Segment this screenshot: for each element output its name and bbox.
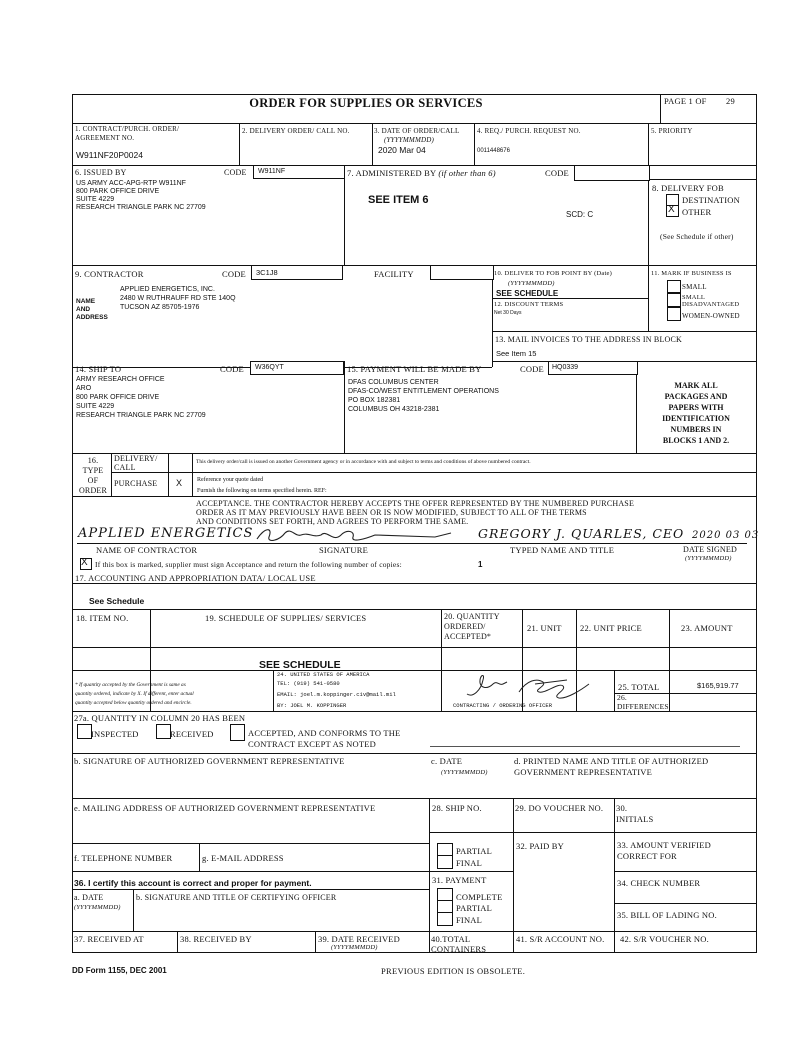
name-and-address-label: NAME AND ADDRESS — [76, 298, 108, 321]
payment-final-checkbox[interactable] — [437, 912, 453, 926]
accepted-label: ACCEPTED, AND CONFORMS TO THE CONTRACT EXCEPT AS NOTED — [248, 728, 401, 749]
ship-to-address: ARMY RESEARCH OFFICE ARO 800 PARK OFFICE DRIVE SUITE 4229 RESEARCH TRIANGLE PARK NC 27709 — [76, 376, 206, 419]
block17-label: 17. ACCOUNTING AND APPROPRIATION DATA/ LOCAL USE — [75, 573, 316, 583]
block6-label: 6. ISSUED BY — [75, 168, 127, 177]
inspected-checkbox[interactable] — [77, 724, 92, 739]
acceptance-text: ACCEPTANCE. THE CONTRACTOR HEREBY ACCEPTS THE OFFER REPRESENTED BY THE NUMBERED PURCHASE ORDER AS IT MAY PREVIOUSLY HAVE BEEN OR IS NOW MODIFIED, SUBJECT TO ALL OF THE TERMS AND CONDITIONS SET FORTH, AND AGREES TO PERFORM THE SAME. — [196, 499, 635, 526]
purchase-mark: X — [176, 478, 183, 488]
women-owned-label: WOMEN-OWNED — [682, 312, 740, 320]
received-by-label: 38. RECEIVED BY — [180, 934, 252, 944]
ship-to-code: W36QYT — [255, 364, 284, 371]
officer-phone: TEL: (919) 541-0580 — [277, 680, 340, 687]
quantity-header: 20. QUANTITY ORDERED/ ACCEPTED* — [444, 612, 500, 641]
officer-title: CONTRACTING / ORDERING OFFICER — [453, 702, 553, 709]
block7-code-label: CODE — [545, 168, 569, 178]
discount-terms: Net 30 Days — [494, 310, 522, 316]
contractor-address: 2480 W RUTHRAUFF RD STE 140Q TUCSON AZ 85705-1976 — [120, 295, 236, 311]
contractor-code: 3C1J8 — [256, 268, 278, 277]
block27c-label: c. DATE — [431, 756, 463, 766]
date-received-label: 39. DATE RECEIVED — [318, 934, 401, 944]
certify-date-label: a. DATE — [74, 893, 104, 902]
block1-label: 1. CONTRACT/PURCH. ORDER/ AGREEMENT NO. — [75, 125, 180, 142]
ship-final-label: FINAL — [456, 858, 483, 868]
date-received-sub: (YYYYMMMDD) — [331, 944, 378, 951]
issued-by-address: US ARMY ACC-APG-RTP W911NF 800 PARK OFFICE DRIVE SUITE 4229 RESEARCH TRIANGLE PARK NC 27709 — [76, 180, 206, 211]
payment-code: HQ0339 — [552, 364, 579, 371]
certify-signature-label: b. SIGNATURE AND TITLE OF CERTIFYING OFFICER — [136, 893, 337, 902]
disadvantaged-checkbox[interactable] — [667, 293, 681, 307]
payment-final-label: FINAL — [456, 915, 483, 925]
ship-no-label: 28. SHIP NO. — [432, 803, 482, 813]
order-date: 2020 Mar 04 — [378, 145, 426, 155]
block27g-label: g. E-MAIL ADDRESS — [202, 853, 284, 863]
typed-name-handwritten: GREGORY J. QUARLES, CEO — [478, 526, 685, 541]
destination-label: DESTINATION — [682, 195, 740, 205]
total-value: $165,919.77 — [697, 681, 739, 690]
scd-value: SCD: C — [566, 210, 594, 219]
see-schedule-text: SEE SCHEDULE — [259, 659, 341, 671]
block2-label: 2. DELIVERY ORDER/ CALL NO. — [242, 127, 350, 135]
certify-statement: 36. I certify this account is correct and proper for payment. — [74, 878, 312, 888]
received-checkbox[interactable] — [156, 724, 171, 739]
unit-header: 21. UNIT — [527, 623, 562, 633]
contractor-name: APPLIED ENERGETICS, INC. — [120, 286, 215, 293]
block9-label: 9. CONTRACTOR — [75, 269, 144, 279]
inspected-label: INSPECTED — [91, 729, 139, 739]
page-total: 29 — [726, 96, 735, 106]
acceptance-check-mark: X — [81, 557, 88, 568]
form-number: DD Form 1155, DEC 2001 — [72, 966, 167, 975]
block12-label: 12. DISCOUNT TERMS — [494, 301, 564, 308]
unit-price-header: 22. UNIT PRICE — [580, 623, 642, 633]
payment-complete-label: COMPLETE — [456, 892, 503, 902]
purchase-text-1: Reference your quote dated — [197, 477, 264, 483]
block14-label: 14. SHIP TO — [75, 364, 122, 374]
block7-code-box — [574, 165, 650, 181]
facility-box — [430, 265, 494, 280]
facility-label: FACILITY — [374, 269, 414, 279]
disadvantaged-label: SMALL DISADVANTAGED — [682, 294, 740, 308]
block5-label: 5. PRIORITY — [651, 127, 693, 135]
officer-name: BY: JOEL M. KOPPINGER — [277, 702, 347, 709]
block14-code-label: CODE — [220, 364, 244, 374]
item-no-header: 18. ITEM NO. — [76, 613, 129, 623]
block27c-sub: (YYYYMMMDD) — [441, 769, 488, 776]
block27-label: 27a. QUANTITY IN COLUMN 20 HAS BEEN — [74, 713, 246, 723]
block7-label: 7. ADMINISTERED BY (if other than 6) — [347, 168, 496, 178]
block4-label: 4. REQ./ PURCH. REQUEST NO. — [477, 127, 581, 135]
contractor-name-handwritten: APPLIED ENERGETICS — [78, 526, 254, 541]
check-number-label: 34. CHECK NUMBER — [617, 878, 701, 888]
block8-note: (See Schedule if other) — [660, 232, 734, 241]
delivery-call-label: DELIVERY/ CALL — [114, 454, 158, 472]
paid-by-label: 32. PAID BY — [516, 841, 564, 851]
administered-by-value: SEE ITEM 6 — [368, 194, 429, 206]
accepted-checkbox[interactable] — [230, 724, 245, 741]
amount-verified-label: 33. AMOUNT VERIFIED CORRECT FOR — [617, 840, 711, 861]
acceptance-checkbox-text: If this box is marked, supplier must sign Acceptance and return the following number of copies: — [95, 560, 402, 569]
block27e-label: e. MAILING ADDRESS OF AUTHORIZED GOVERNMENT REPRESENTATIVE — [74, 803, 376, 813]
deliver-by-value: SEE SCHEDULE — [496, 289, 559, 298]
date-signed-handwritten: 2020 03 03 — [692, 530, 760, 541]
copies-value: 1 — [478, 560, 483, 569]
accounting-value: See Schedule — [89, 596, 145, 606]
ship-final-checkbox[interactable] — [437, 855, 453, 869]
total-label: 25. TOTAL — [618, 682, 660, 692]
block3-label: 3. DATE OF ORDER/CALL — [374, 127, 460, 135]
payment-label: 31. PAYMENT — [432, 875, 487, 885]
mark-all-notice: MARK ALL PACKAGES AND PAPERS WITH IDENTIFICATION NUMBERS IN BLOCKS 1 AND 2. — [662, 381, 730, 445]
contract-number: W911NF20P0024 — [76, 150, 143, 160]
delivery-call-text: This delivery order/call is issued on another Government agency or in accordance with and subject to terms and conditions of above numbered contract. — [196, 459, 531, 465]
signature-label: SIGNATURE — [319, 545, 369, 555]
payment-partial-label: PARTIAL — [456, 903, 492, 913]
ship-partial-label: PARTIAL — [456, 846, 492, 856]
block3-sub: (YYYYMMMDD) — [384, 136, 435, 144]
quantity-footnote: * If quantity accepted by the Government is same as quantity ordered, indicate by X. If different, enter actual quantity accepted below quantity ordered and encircle. — [75, 682, 194, 706]
certify-date-sub: (YYYYMMMDD) — [74, 904, 121, 911]
request-number: 0011448676 — [477, 148, 510, 154]
name-of-contractor-label: NAME OF CONTRACTOR — [96, 545, 198, 555]
officer-email: EMAIL: joel.m.koppinger.civ@mail.mil — [277, 691, 396, 698]
block15-code-label: CODE — [520, 364, 544, 374]
other-label: OTHER — [682, 207, 712, 217]
purchase-label: PURCHASE — [114, 479, 158, 488]
received-at-label: 37. RECEIVED AT — [74, 934, 144, 944]
block6-code: W911NF — [258, 168, 286, 175]
received-label: RECEIVED — [170, 729, 214, 739]
payment-address: DFAS COLUMBUS CENTER DFAS-CO/WEST ENTITLEMENT OPERATIONS PO BOX 182381 COLUMBUS OH 43218-2381 — [348, 379, 499, 413]
date-signed-sub: (YYYYMMMDD) — [685, 555, 732, 562]
differences-label: 26. DIFFERENCES — [617, 693, 669, 711]
mail-invoices-value: See Item 15 — [496, 349, 537, 358]
page-label: PAGE 1 OF — [664, 96, 707, 106]
obsolete-notice: PREVIOUS EDITION IS OBSOLETE. — [381, 966, 526, 976]
total-containers-label: 40.TOTAL CONTAINERS — [431, 934, 487, 954]
amount-header: 23. AMOUNT — [681, 623, 733, 633]
usa-label: 24. UNITED STATES OF AMERICA — [277, 671, 370, 678]
block27b-label: b. SIGNATURE OF AUTHORIZED GOVERNMENT REPRESENTATIVE — [74, 756, 345, 766]
block27f-label: f. TELEPHONE NUMBER — [74, 853, 173, 863]
block8-label: 8. DELIVERY FOB — [652, 183, 724, 193]
supplies-header: 19. SCHEDULE OF SUPPLIES/ SERVICES — [205, 613, 367, 623]
purchase-text-2: Furnish the following on terms specified herein. REF: — [197, 488, 327, 494]
small-checkbox[interactable] — [667, 280, 681, 293]
block9-code-label: CODE — [222, 269, 246, 279]
form-title: ORDER FOR SUPPLIES OR SERVICES — [249, 96, 483, 110]
block13-label: 13. MAIL INVOICES TO THE ADDRESS IN BLOCK — [495, 335, 683, 344]
block27d-label: d. PRINTED NAME AND TITLE OF AUTHORIZED GOVERNMENT REPRESENTATIVE — [514, 756, 709, 777]
officer-signature — [463, 672, 598, 702]
sr-account-label: 41. S/R ACCOUNT NO. — [516, 934, 605, 944]
women-owned-checkbox[interactable] — [667, 307, 681, 321]
sr-voucher-label: 42. S/R VOUCHER NO. — [620, 934, 709, 944]
small-label: SMALL — [682, 283, 707, 291]
block10-label: 10. DELIVER TO FOB POINT BY (Date) — [494, 270, 612, 277]
block16-label: 16. TYPE OF ORDER — [78, 456, 108, 495]
bill-of-lading-label: 35. BILL OF LADING NO. — [617, 910, 717, 920]
do-voucher-label: 29. DO VOUCHER NO. — [515, 803, 604, 813]
block15-label: 15. PAYMENT WILL BE MADE BY — [347, 364, 482, 374]
typed-name-label: TYPED NAME AND TITLE — [510, 545, 615, 555]
block6-code-label: CODE — [224, 168, 247, 177]
other-check-mark: X — [668, 204, 675, 215]
block10-sub: (YYYYMMMDD) — [508, 280, 555, 287]
initials-label: 30. INITIALS — [616, 803, 654, 824]
date-signed-label: DATE SIGNED — [683, 545, 737, 554]
block11-label: 11. MARK IF BUSINESS IS — [651, 270, 732, 277]
